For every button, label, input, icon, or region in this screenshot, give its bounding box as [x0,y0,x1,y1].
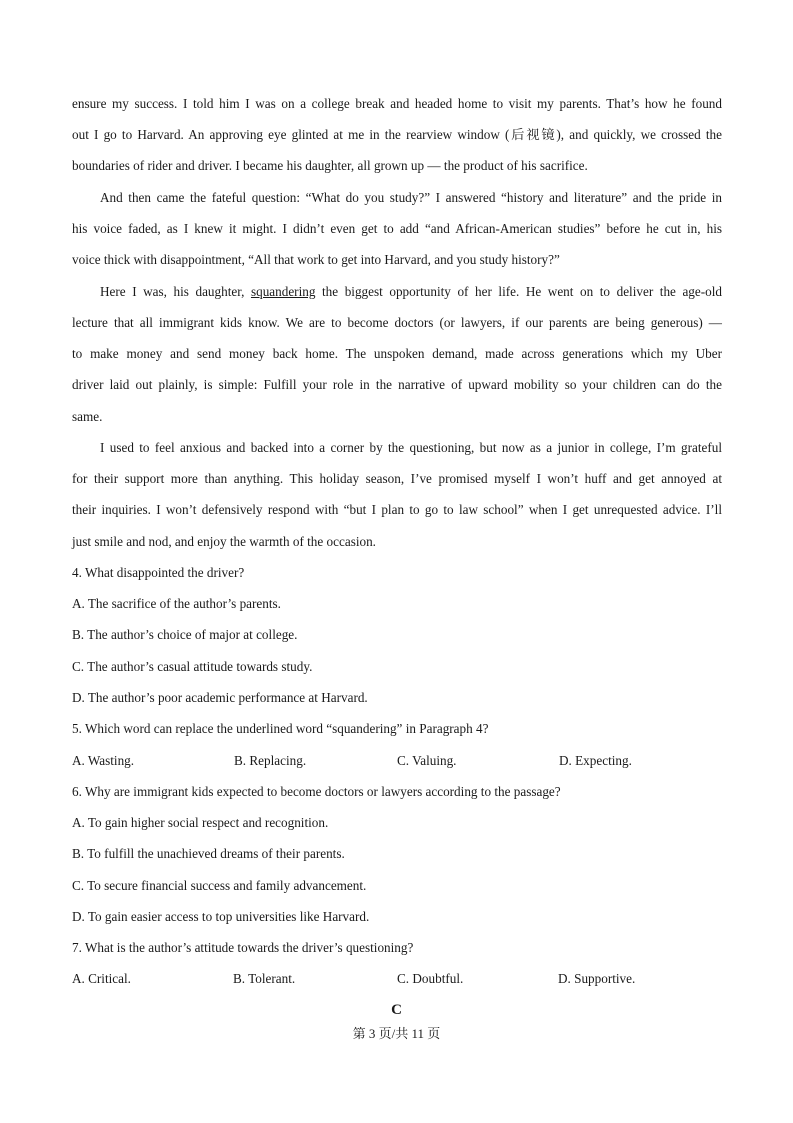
option-c: C. Doubtful. [397,971,464,986]
passage-line: for their support more than anything. This holiday season, I’ve promised myself I won’t huff and get annoyed at [72,471,722,486]
option-a: A. Critical. [72,971,131,986]
passage-line: voice thick with disappointment, “All that work to get into Harvard, and you study history?” [72,252,560,267]
passage-line: boundaries of rider and driver. I became his daughter, all grown up — the product of his sacrifice. [72,158,588,173]
passage-line: their inquiries. I won’t defensively respond with “but I plan to go to law school” when I get unrequested advice. I’ll [72,502,722,517]
passage-text: the biggest opportunity of her life. He went on to deliver the age-old [322,284,723,299]
underlined-word: squandering [250,284,316,299]
passage-line: ensure my success. I told him I was on a college break and headed home to visit my parents. That’s how he found [72,96,722,111]
option-b: B. Tolerant. [233,971,296,986]
option-d: D. To gain easier access to top universities like Harvard. [72,909,370,924]
option-b: B. To fulfill the unachieved dreams of their parents. [72,846,345,861]
option-a: A. The sacrifice of the author’s parents. [72,596,281,611]
passage-line: I used to feel anxious and backed into a corner by the questioning, but now as a junior in college, I’m grateful [100,440,722,455]
option-d: D. Supportive. [558,971,636,986]
passage-line: lecture that all immigrant kids know. We are to become doctors (or lawyers, if our parents are being generous) — [72,315,722,330]
option-d: D. Expecting. [559,753,632,768]
option-a: A. Wasting. [72,753,135,768]
question-stem: 4. What disappointed the driver? [72,565,245,580]
passage-line: same. [72,409,103,424]
option-b: B. Replacing. [234,753,307,768]
passage-line: out I go to Harvard. An approving eye glinted at me in the rearview window (后视镜), and quickly, we crossed the [72,127,722,142]
option-c: C. To secure financial success and family advancement. [72,878,367,893]
passage-line: And then came the fateful question: “What do you study?” I answered “history and literature” and the pride in [100,190,722,205]
option-c: C. Valuing. [397,753,457,768]
passage-line: driver laid out plainly, is simple: Fulfill your role in the narrative of upward mobility so your children can do the [72,377,722,392]
question-stem: 6. Why are immigrant kids expected to become doctors or lawyers according to the passage? [72,784,561,799]
section-heading: C [391,1002,402,1018]
option-a: A. To gain higher social respect and recognition. [72,815,329,830]
option-c: C. The author’s casual attitude towards study. [72,659,313,674]
question-stem: 7. What is the author’s attitude towards the driver’s questioning? [72,940,414,955]
page-footer: 第 3 页/共 11 页 [352,1026,441,1041]
passage-line: just smile and nod, and enjoy the warmth of the occasion. [72,534,376,549]
passage-line: to make money and send money back home. The unspoken demand, made across generations which my Uber [72,346,722,361]
passage-text: Here I was, his daughter, [100,284,245,299]
option-d: D. The author’s poor academic performance at Harvard. [72,690,368,705]
passage-line: his voice faded, as I knew it might. I didn’t even get to add “and African-American studies” before he cut in, his [72,221,722,236]
question-stem: 5. Which word can replace the underlined word “squandering” in Paragraph 4? [72,721,489,736]
option-b: B. The author’s choice of major at college. [72,627,298,642]
passage-line [100,283,722,301]
